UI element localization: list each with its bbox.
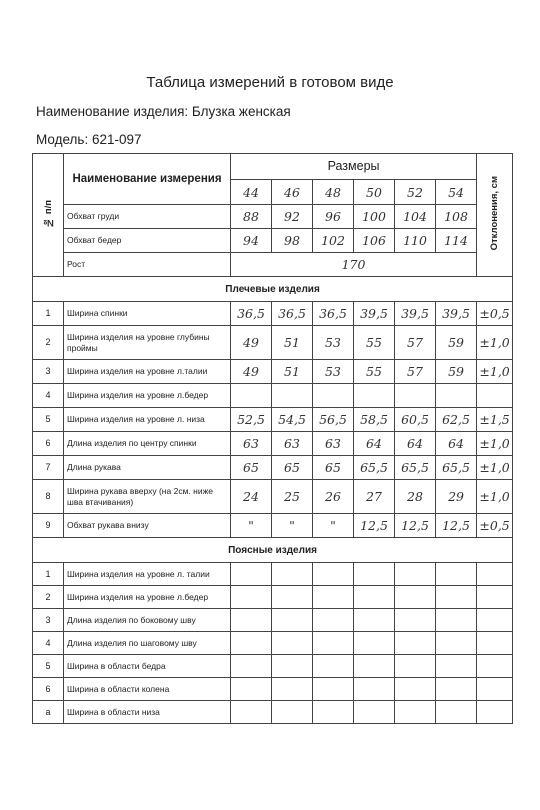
deviation-value: ±1,0 (477, 432, 513, 456)
table-row (33, 456, 513, 480)
empty-cell (272, 563, 313, 586)
measure-value: 64 (354, 432, 395, 456)
measure-value: 62,5 (436, 408, 477, 432)
empty-cell (313, 563, 354, 586)
table-row (33, 408, 513, 432)
empty-cell (436, 563, 477, 586)
deviation-value: ±1,0 (477, 480, 513, 514)
measure-value: 65 (313, 456, 354, 480)
size-header: 46 (272, 180, 313, 205)
empty-cell (313, 678, 354, 701)
measure-value: 12,5 (395, 514, 436, 538)
row-number: 5 (33, 655, 64, 678)
empty-cell (231, 632, 272, 655)
measure-value: 51 (272, 360, 313, 384)
empty-cell (354, 655, 395, 678)
deviation-value: ±1,0 (477, 360, 513, 384)
measure-value: 65,5 (395, 456, 436, 480)
measure-value: 58,5 (354, 408, 395, 432)
measure-value: 64 (436, 432, 477, 456)
row-number: 8 (33, 480, 64, 514)
empty-cell (231, 678, 272, 701)
measure-value: 65 (231, 456, 272, 480)
measure-value: 110 (395, 229, 436, 253)
measure-value: 39,5 (354, 302, 395, 326)
header-deviation: Отклонения, см (477, 154, 513, 277)
empty-cell (354, 609, 395, 632)
measure-name: Ширина изделия на уровне л. талии (64, 563, 231, 586)
row-number: 1 (33, 302, 64, 326)
measure-name: Ширина в области низа (64, 701, 231, 724)
measure-value: 104 (395, 205, 436, 229)
measure-value: 12,5 (436, 514, 477, 538)
measure-value: 88 (231, 205, 272, 229)
measure-value: 49 (231, 360, 272, 384)
measure-value: 63 (272, 432, 313, 456)
empty-cell (272, 586, 313, 609)
row-number: 4 (33, 384, 64, 408)
measure-name: Длина изделия по шаговому шву (64, 632, 231, 655)
measure-value: 27 (354, 480, 395, 514)
row-number: 2 (33, 586, 64, 609)
empty-cell (395, 678, 436, 701)
measure-value (272, 384, 313, 408)
empty-cell (354, 632, 395, 655)
measure-name: Обхват бедер (64, 229, 231, 253)
measure-value: 106 (354, 229, 395, 253)
empty-cell (395, 563, 436, 586)
measure-value: 53 (313, 326, 354, 360)
table-row (33, 384, 513, 408)
empty-cell (436, 632, 477, 655)
measure-value: 52,5 (231, 408, 272, 432)
measure-name: Обхват груди (64, 205, 231, 229)
measure-value: 26 (313, 480, 354, 514)
header-num: № п/п (33, 154, 64, 277)
page-title: Таблица измерений в готовом виде (146, 74, 394, 91)
measure-value: 92 (272, 205, 313, 229)
measure-value: 39,5 (436, 302, 477, 326)
measure-value: 25 (272, 480, 313, 514)
row-number: a (33, 701, 64, 724)
empty-cell (313, 586, 354, 609)
measure-name: Ширина изделия на уровне л.бедер (64, 384, 231, 408)
measurement-table (32, 153, 513, 724)
table-row (33, 701, 513, 724)
measure-value: 63 (231, 432, 272, 456)
measure-value: " (313, 514, 354, 538)
row-number: 6 (33, 678, 64, 701)
table-row (33, 563, 513, 586)
measure-name: Рост (64, 253, 231, 277)
empty-cell (477, 563, 513, 586)
empty-cell (477, 609, 513, 632)
empty-cell (313, 655, 354, 678)
empty-cell (436, 586, 477, 609)
measure-name: Ширина изделия на уровне л. низа (64, 408, 231, 432)
measure-value: 36,5 (313, 302, 354, 326)
measure-value: 55 (354, 326, 395, 360)
measure-value: 102 (313, 229, 354, 253)
table-row (33, 514, 513, 538)
table-row (33, 678, 513, 701)
measure-value: 65,5 (354, 456, 395, 480)
empty-cell (354, 678, 395, 701)
measure-value: 57 (395, 360, 436, 384)
size-header: 52 (395, 180, 436, 205)
measure-value: 64 (395, 432, 436, 456)
deviation-value: ±1,5 (477, 408, 513, 432)
measure-value: 12,5 (354, 514, 395, 538)
empty-cell (272, 632, 313, 655)
measure-value: 24 (231, 480, 272, 514)
measure-name: Ширина изделия на уровне л.талии (64, 360, 231, 384)
measure-value: 36,5 (272, 302, 313, 326)
measure-value: 65,5 (436, 456, 477, 480)
measure-name: Ширина рукава вверху (на 2см. ниже шва втачивания) (64, 480, 231, 514)
measure-value: 51 (272, 326, 313, 360)
model-number: Модель: 621-097 (36, 132, 142, 147)
measure-value: 29 (436, 480, 477, 514)
measure-value: 56,5 (313, 408, 354, 432)
empty-cell (395, 632, 436, 655)
empty-cell (231, 609, 272, 632)
empty-cell (436, 609, 477, 632)
deviation-value: ±0,5 (477, 302, 513, 326)
row-number: 6 (33, 432, 64, 456)
measure-value: 108 (436, 205, 477, 229)
empty-cell (395, 609, 436, 632)
table-row (33, 586, 513, 609)
size-header: 54 (436, 180, 477, 205)
empty-cell (313, 609, 354, 632)
empty-cell (477, 655, 513, 678)
empty-cell (354, 586, 395, 609)
measure-value: 36,5 (231, 302, 272, 326)
table-row (33, 632, 513, 655)
empty-cell (354, 563, 395, 586)
measure-name: Ширина изделия на уровне л.бедер (64, 586, 231, 609)
measure-value: 63 (313, 432, 354, 456)
empty-cell (313, 632, 354, 655)
size-header: 44 (231, 180, 272, 205)
header-name: Наименование измерения (64, 154, 231, 205)
measure-value (231, 384, 272, 408)
measure-name: Ширина в области бедра (64, 655, 231, 678)
deviation-value (477, 384, 513, 408)
section-shoulder: Плечевые изделия (33, 277, 513, 302)
height-value: 170 (231, 253, 477, 277)
measure-value: 98 (272, 229, 313, 253)
measure-value (395, 384, 436, 408)
empty-cell (436, 701, 477, 724)
empty-cell (477, 586, 513, 609)
row-number: 3 (33, 609, 64, 632)
empty-cell (231, 655, 272, 678)
deviation-value: ±1,0 (477, 326, 513, 360)
empty-cell (313, 701, 354, 724)
table-row (33, 302, 513, 326)
row-number: 1 (33, 563, 64, 586)
empty-cell (395, 655, 436, 678)
row-number: 2 (33, 326, 64, 360)
measure-value: 49 (231, 326, 272, 360)
size-header: 48 (313, 180, 354, 205)
row-number: 4 (33, 632, 64, 655)
table-row (33, 655, 513, 678)
measure-value: 57 (395, 326, 436, 360)
row-number: 5 (33, 408, 64, 432)
product-name: Наименование изделия: Блузка женская (36, 104, 291, 119)
empty-cell (272, 609, 313, 632)
empty-cell (231, 701, 272, 724)
measure-value: " (272, 514, 313, 538)
measure-value (354, 384, 395, 408)
empty-cell (477, 632, 513, 655)
empty-cell (231, 586, 272, 609)
empty-cell (477, 678, 513, 701)
measure-name: Длина изделия по боковому шву (64, 609, 231, 632)
table-row (33, 326, 513, 360)
header-sizes: Размеры (231, 154, 477, 180)
empty-cell (272, 678, 313, 701)
measure-value: 39,5 (395, 302, 436, 326)
measure-value: 100 (354, 205, 395, 229)
section-waist: Поясные изделия (33, 538, 513, 563)
measure-value (313, 384, 354, 408)
empty-cell (477, 701, 513, 724)
measure-value: 96 (313, 205, 354, 229)
row-number: 7 (33, 456, 64, 480)
size-header: 50 (354, 180, 395, 205)
table-row (33, 609, 513, 632)
row-number: 3 (33, 360, 64, 384)
deviation-value: ±1,0 (477, 456, 513, 480)
measure-value: 114 (436, 229, 477, 253)
measure-value: 60,5 (395, 408, 436, 432)
empty-cell (231, 563, 272, 586)
measure-value (436, 384, 477, 408)
empty-cell (395, 701, 436, 724)
row-number: 9 (33, 514, 64, 538)
measure-value: 65 (272, 456, 313, 480)
measure-name: Обхват рукава внизу (64, 514, 231, 538)
measure-value: 53 (313, 360, 354, 384)
table-row (33, 360, 513, 384)
measure-value: 59 (436, 360, 477, 384)
empty-cell (354, 701, 395, 724)
measure-name: Длина изделия по центру спинки (64, 432, 231, 456)
measure-value: " (231, 514, 272, 538)
measure-name: Ширина изделия на уровне глубины проймы (64, 326, 231, 360)
measure-name: Ширина в области колена (64, 678, 231, 701)
measure-name: Длина рукава (64, 456, 231, 480)
measure-value: 59 (436, 326, 477, 360)
measure-name: Ширина спинки (64, 302, 231, 326)
measure-value: 54,5 (272, 408, 313, 432)
empty-cell (436, 655, 477, 678)
table-row (33, 432, 513, 456)
deviation-value: ±0,5 (477, 514, 513, 538)
measure-value: 94 (231, 229, 272, 253)
empty-cell (395, 586, 436, 609)
empty-cell (436, 678, 477, 701)
table-row (33, 480, 513, 514)
empty-cell (272, 701, 313, 724)
measure-value: 55 (354, 360, 395, 384)
empty-cell (272, 655, 313, 678)
measure-value: 28 (395, 480, 436, 514)
